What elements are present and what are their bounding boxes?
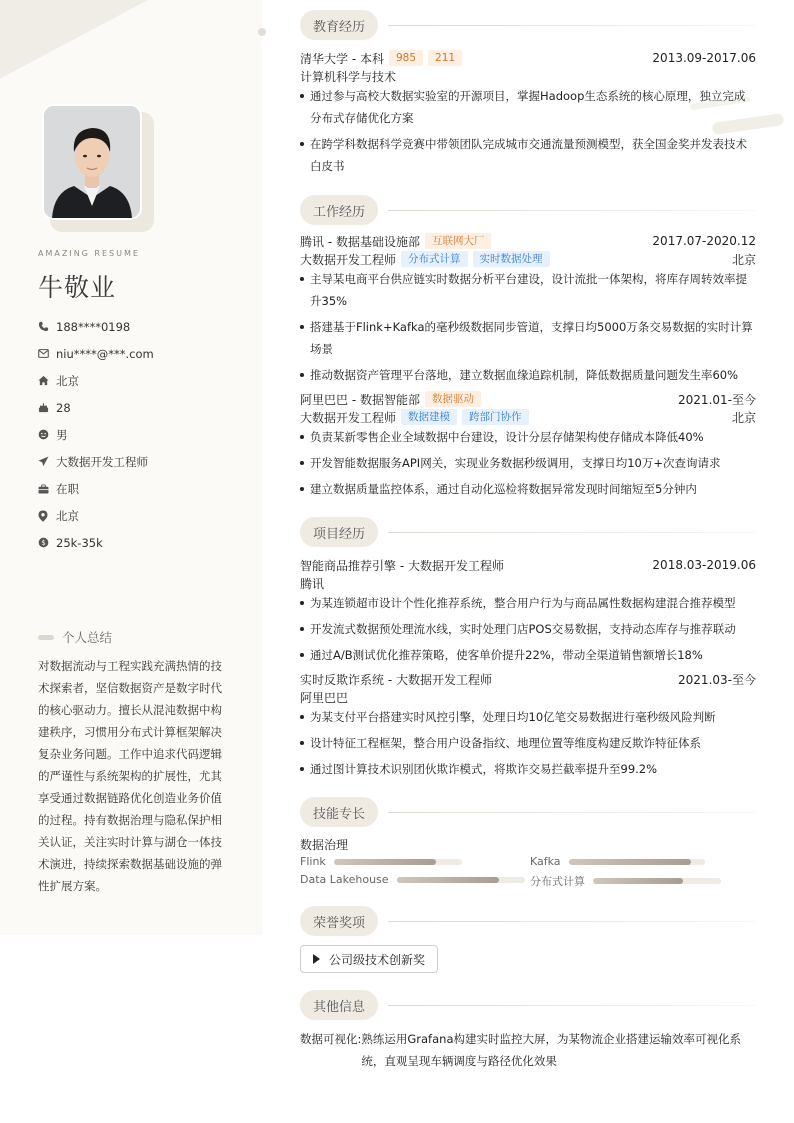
summary-title-bar [38, 635, 54, 640]
role-tag: 跨部门协作 [462, 409, 529, 425]
skill-bar-fill [334, 859, 436, 865]
info-gender-text: 男 [56, 427, 68, 442]
list-item: 在跨学科数据科学竞赛中带领团队完成城市交通流量预测模型，获全国金奖并发表技术白皮书 [300, 133, 756, 177]
section-title: 荣誉奖项 [300, 906, 378, 936]
job-role-row [300, 408, 756, 426]
avatar [42, 104, 142, 220]
skill-category: 数据治理 [300, 838, 349, 852]
info-gender [38, 421, 154, 448]
candidate-name: 牛敬业 [38, 273, 117, 302]
section-other-header [300, 990, 756, 1020]
job-city: 北京 [731, 252, 756, 267]
section-divider [388, 25, 756, 26]
info-email-text: niu****@***.com [56, 346, 154, 361]
education-date: 2013.09-2017.06 [652, 51, 756, 65]
decorative-triangle [0, 0, 160, 100]
company-name: 腾讯 - 数据基础设施部 [300, 234, 420, 249]
briefcase-icon [38, 484, 56, 494]
job-header-row [300, 232, 756, 250]
job-header-row [300, 390, 756, 408]
job-role: 大数据开发工程师 [300, 252, 397, 267]
project-org-row [300, 688, 756, 706]
decorative-dot [258, 28, 266, 36]
summary-text: 对数据流动与工程实践充满热情的技术探索者，坚信数据资产是数字时代的核心驱动力。擅长从混沌数据中构建秩序，习惯用分布式计算框架解决复杂业务问题。工作中追求代码逻辑的严谨性与系统架构的扩展性，尤其享受通过数据链路优化创造业务价值的过程。持有数据治理与隐私保护相关认证，关注实时计算与湖仓一体技术演进，持续探索数据基础设施的弹性扩展方案。 [38, 659, 222, 893]
section-title: 教育经历 [300, 10, 378, 40]
list-item: 为某连锁超市设计个性化推荐系统，整合用户行为与商品属性数据构建混合推荐模型 [300, 592, 756, 614]
play-triangle-icon [313, 954, 320, 964]
brand-label: AMAZING RESUME [38, 249, 140, 258]
skill-item [300, 855, 462, 868]
svg-text:$: $ [41, 538, 46, 547]
list-item: 搭建基于Flink+Kafka的毫秒级数据同步管道，支撑日均5000万条交易数据的实时计算场景 [300, 316, 756, 360]
info-email [38, 340, 154, 367]
education-row [300, 49, 756, 67]
info-home-text: 北京 [56, 373, 79, 388]
info-location-text: 北京 [56, 508, 79, 523]
send-icon [38, 456, 56, 467]
job-city: 北京 [731, 410, 756, 425]
user-icon [38, 429, 56, 440]
summary-title-text: 个人总结 [62, 630, 113, 645]
job-bullets [300, 268, 756, 390]
education-bullets [300, 85, 756, 181]
skill-item [530, 873, 721, 889]
project-name: 实时反欺诈系统 - 大数据开发工程师 [300, 672, 492, 687]
award-item [300, 945, 438, 973]
role-tag: 数据建模 [401, 409, 457, 425]
other-info-text: 熟练运用Grafana构建实时监控大屏，为某物流企业搭建运输效率可视化系统，直观呈现车辆调度与路径优化效果 [361, 1032, 741, 1068]
info-status [38, 475, 154, 502]
info-position [38, 448, 154, 475]
project-org: 腾讯 [300, 576, 325, 591]
cake-icon [38, 402, 56, 413]
list-item: 通过A/B测试优化推荐策略，使客单价提升22%，带动全渠道销售额增长18% [300, 644, 756, 666]
section-divider [388, 921, 756, 922]
company-tag: 互联网大厂 [425, 233, 492, 249]
section-divider [388, 210, 756, 211]
list-item: 负责某新零售企业全域数据中台建设，设计分层存储架构使存储成本降低40% [300, 426, 756, 448]
skill-bar [397, 877, 525, 883]
section-skills-header [300, 797, 756, 827]
project-org-row [300, 574, 756, 592]
section-awards-header [300, 906, 756, 936]
other-info-label: 数据可视化: [300, 1032, 362, 1046]
section-education-header [300, 10, 756, 40]
skill-bar-fill [397, 877, 499, 883]
project-bullets [300, 592, 756, 670]
role-tag: 实时数据处理 [473, 251, 550, 267]
list-item: 开发智能数据服务API网关，实现业务数据秒级调用，支撑日均10万+次查询请求 [300, 452, 756, 474]
skill-bar [593, 878, 721, 884]
role-tag: 分布式计算 [401, 251, 468, 267]
job-bullets [300, 426, 756, 504]
salary-icon [38, 537, 56, 548]
skill-name: Kafka [530, 855, 561, 868]
major-row [300, 67, 756, 85]
job-date: 2017.07-2020.12 [652, 234, 756, 248]
list-item: 开发流式数据预处理流水线，实时处理门店POS交易数据，支持动态库存与推荐联动 [300, 618, 756, 640]
info-location [38, 502, 154, 529]
award-name: 公司级技术创新奖 [329, 952, 426, 967]
skill-item [530, 855, 705, 868]
section-title: 技能专长 [300, 797, 378, 827]
section-divider [388, 532, 756, 533]
project-bullets [300, 706, 756, 784]
school-tag: 211 [428, 50, 462, 66]
info-salary-text: 25k-35k [56, 535, 103, 550]
list-item: 为某支付平台搭建实时风控引擎，处理日均10亿笔交易数据进行毫秒级风险判断 [300, 706, 756, 728]
section-title: 工作经历 [300, 195, 378, 225]
info-position-text: 大数据开发工程师 [56, 454, 148, 469]
section-divider [388, 812, 756, 813]
skill-bar-fill [569, 859, 691, 865]
section-title: 项目经历 [300, 517, 378, 547]
skill-name: Data Lakehouse [300, 873, 389, 886]
list-item: 建立数据质量监控体系，通过自动化巡检将数据异常发现时间缩短至5分钟内 [300, 478, 756, 500]
school-tag: 985 [389, 50, 423, 66]
project-org: 阿里巴巴 [300, 690, 349, 705]
list-item: 通过图计算技术识别团伙欺诈模式，将欺诈交易拦截率提升至99.2% [300, 758, 756, 780]
other-info [300, 1028, 756, 1072]
portrait-illustration [44, 106, 140, 218]
company-tag: 数据驱动 [425, 391, 481, 407]
section-title: 其他信息 [300, 990, 378, 1020]
section-work-header [300, 195, 756, 225]
job-date: 2021.01-至今 [678, 392, 756, 407]
info-salary [38, 529, 154, 556]
list-item: 主导某电商平台供应链实时数据分析平台建设，设计流批一体架构，将库存周转效率提升35% [300, 268, 756, 312]
skill-name: Flink [300, 855, 326, 868]
phone-icon [38, 321, 56, 332]
info-age-text: 28 [56, 400, 71, 415]
skill-name: 分布式计算 [530, 875, 585, 888]
list-item: 设计特征工程框架，整合用户设备指纹、地理位置等维度构建反欺诈特征体系 [300, 732, 756, 754]
info-status-text: 在职 [56, 481, 79, 496]
list-item: 推动数据资产管理平台落地，建立数据血缘追踪机制，降低数据质量问题发生率60% [300, 364, 756, 386]
project-header-row [300, 670, 756, 688]
info-phone [38, 313, 154, 340]
skill-bar [334, 859, 462, 865]
company-name: 阿里巴巴 - 数据智能部 [300, 392, 420, 407]
school-name: 清华大学 - 本科 [300, 51, 384, 66]
project-header-row [300, 556, 756, 574]
project-name: 智能商品推荐引擎 - 大数据开发工程师 [300, 558, 504, 573]
section-divider [388, 1005, 756, 1006]
list-item: 通过参与高校大数据实验室的开源项目，掌握Hadoop生态系统的核心原理，独立完成分布式存储优化方案 [300, 85, 756, 129]
job-role: 大数据开发工程师 [300, 410, 397, 425]
home-icon [38, 375, 56, 386]
skill-bar-fill [593, 878, 683, 884]
job-role-row [300, 250, 756, 268]
location-pin-icon [38, 510, 56, 522]
skill-item [300, 873, 525, 886]
info-phone-text: 188****0198 [56, 319, 131, 334]
project-date: 2021.03-至今 [678, 672, 756, 687]
mail-icon [38, 349, 56, 358]
section-projects-header [300, 517, 756, 547]
skill-bar [569, 859, 705, 865]
info-age [38, 394, 154, 421]
sidebar [0, 0, 262, 935]
summary-title [38, 628, 112, 646]
info-home [38, 367, 154, 394]
contact-info-list [38, 313, 154, 556]
project-date: 2018.03-2019.06 [652, 558, 756, 572]
major: 计算机科学与技术 [300, 69, 397, 84]
